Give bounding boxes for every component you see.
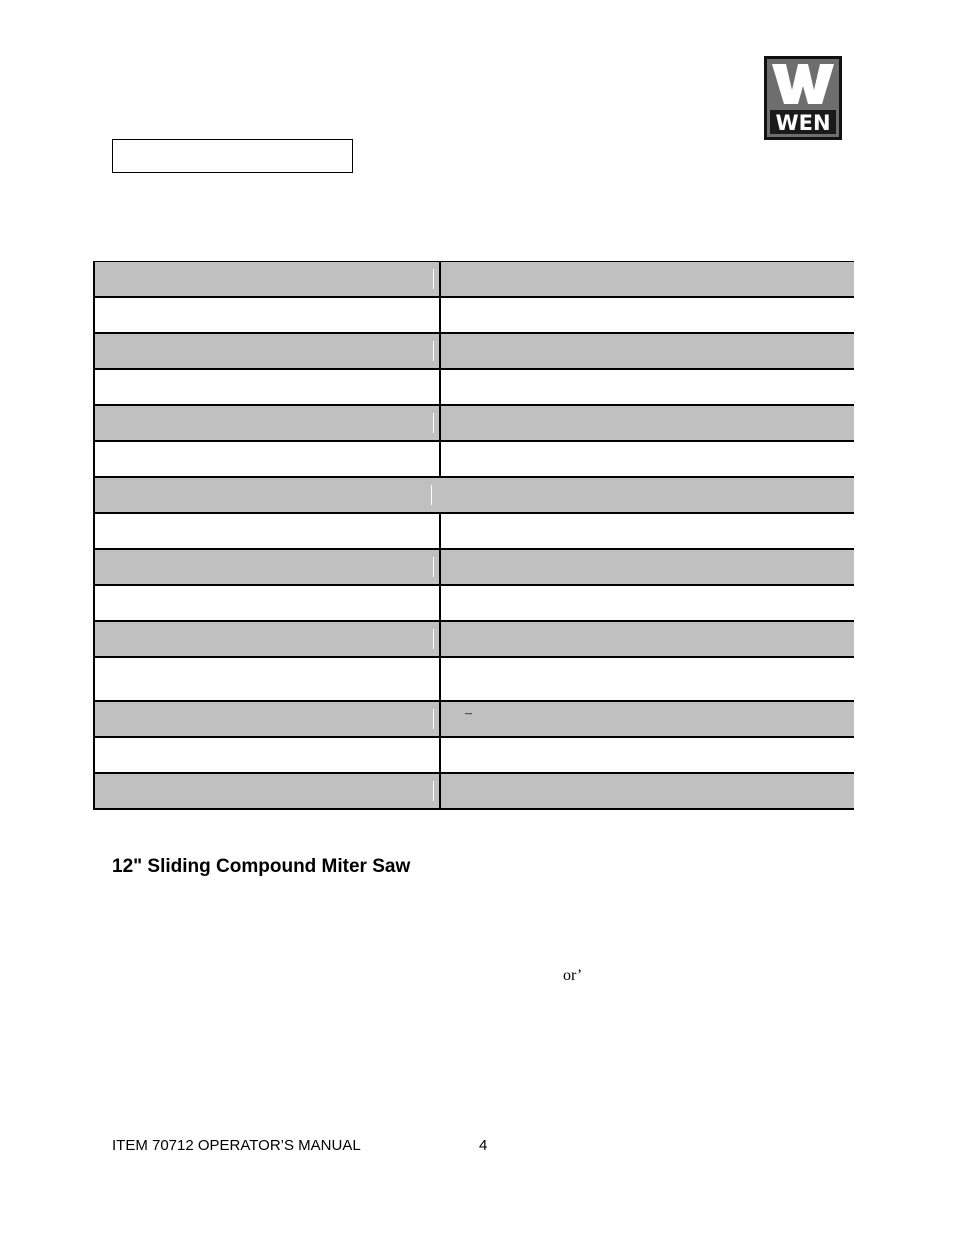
spec-value-cell xyxy=(440,513,854,549)
spec-row xyxy=(94,701,854,737)
spec-value-cell xyxy=(440,441,854,477)
spec-value-cell xyxy=(440,701,854,737)
spec-label-cell xyxy=(94,701,440,737)
spec-label-cell xyxy=(94,513,440,549)
spec-label-cell xyxy=(94,621,440,657)
spec-value-cell xyxy=(440,621,854,657)
spec-label-cell xyxy=(94,369,440,405)
spec-label-cell xyxy=(94,737,440,773)
footer-manual-title: ITEM 70712 OPERATOR’S MANUAL xyxy=(112,1137,361,1154)
spec-value-cell xyxy=(440,737,854,773)
spec-row xyxy=(94,621,854,657)
spec-row xyxy=(94,262,854,298)
spec-value-cell xyxy=(440,297,854,333)
spec-row xyxy=(94,773,854,809)
spec-row xyxy=(94,737,854,773)
section-heading: 12" Sliding Compound Miter Saw xyxy=(112,856,411,877)
spec-label-cell xyxy=(94,773,440,809)
dash-mark: – xyxy=(465,706,472,721)
spec-row xyxy=(94,513,854,549)
spec-row xyxy=(94,657,854,701)
spec-merged-cell xyxy=(94,477,854,513)
footer-page-number: 4 xyxy=(479,1137,488,1154)
spec-value-cell xyxy=(440,369,854,405)
spec-row xyxy=(94,333,854,369)
spec-value-cell xyxy=(440,657,854,701)
spec-label-cell xyxy=(94,262,440,298)
spec-row xyxy=(94,369,854,405)
spec-row xyxy=(94,585,854,621)
spec-table xyxy=(93,261,854,810)
wen-logo-mark xyxy=(764,56,842,140)
stray-text: or’ xyxy=(563,967,583,984)
spec-label-cell xyxy=(94,585,440,621)
spec-label-cell xyxy=(94,441,440,477)
spec-value-cell xyxy=(440,549,854,585)
spec-row-merged xyxy=(94,477,854,513)
spec-row xyxy=(94,405,854,441)
spec-value-cell xyxy=(440,773,854,809)
spec-row xyxy=(94,297,854,333)
svg-text:WEN: WEN xyxy=(775,111,831,135)
spec-value-cell xyxy=(440,585,854,621)
spec-row xyxy=(94,441,854,477)
spec-label-cell xyxy=(94,405,440,441)
wen-logo xyxy=(764,56,842,140)
spec-label-cell xyxy=(94,657,440,701)
spec-row xyxy=(94,549,854,585)
spec-value-cell xyxy=(440,262,854,298)
spec-label-cell xyxy=(94,333,440,369)
spec-label-cell xyxy=(94,297,440,333)
spec-value-cell xyxy=(440,333,854,369)
spec-label-cell xyxy=(94,549,440,585)
empty-label-box xyxy=(112,139,353,173)
spec-value-cell xyxy=(440,405,854,441)
